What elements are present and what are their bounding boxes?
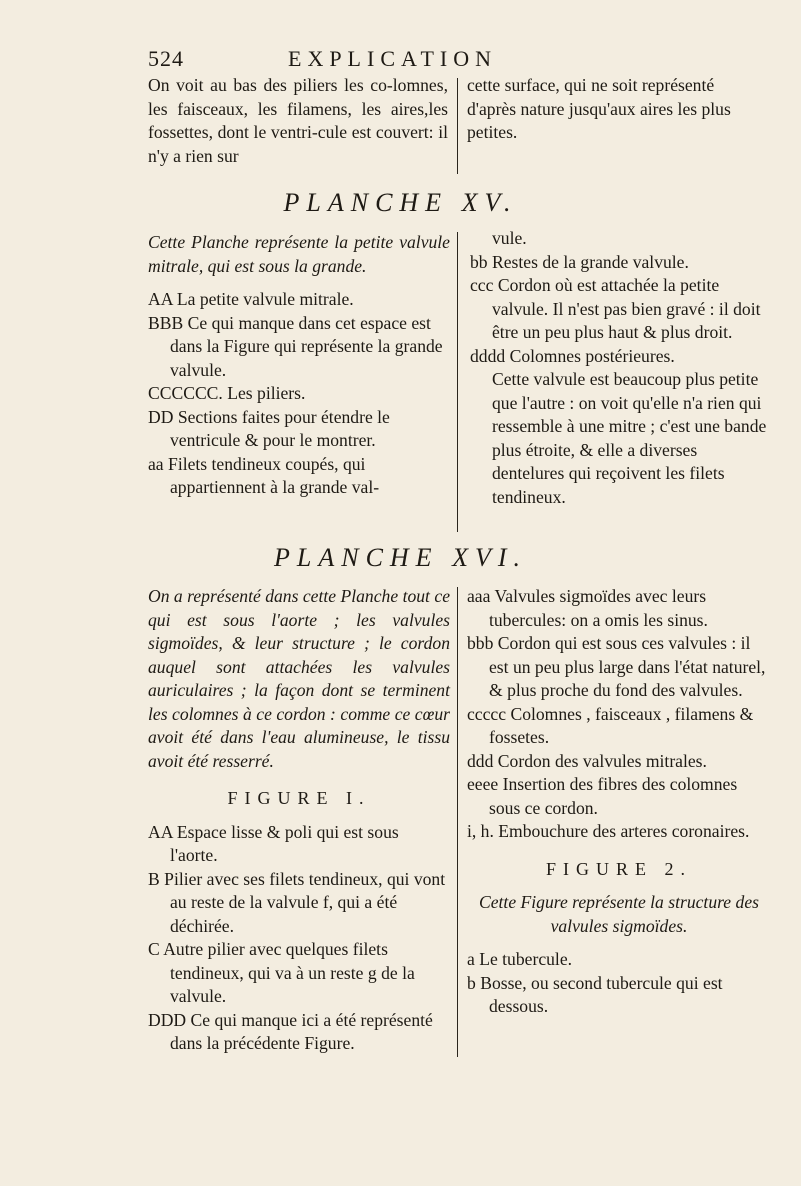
legend-label: DD — [148, 406, 174, 427]
legend-label: bb — [470, 251, 488, 272]
legend-text: Espace lisse & poli qui est sous l'aorte. — [170, 821, 399, 865]
legend-entry — [148, 1009, 450, 1056]
legend-entry — [470, 345, 770, 369]
legend-text: Cordon où est attachée la petite valvule. Il n'est pas bien gravé : il doit être un peu plus haut & plus droit. — [492, 275, 761, 342]
legend-entry — [467, 820, 771, 844]
figure-2-items — [467, 948, 771, 1019]
legend-label: B — [148, 868, 160, 889]
legend-label: AA — [148, 821, 173, 842]
legend-label: eeee — [467, 774, 499, 794]
intro-left — [148, 74, 448, 168]
legend-text: Colomnes , faisceaux , filamens & fossetes. — [489, 703, 754, 747]
legend-entry — [467, 703, 771, 750]
figure-2-heading: FIGURE 2. — [545, 858, 692, 879]
intro-right-text: cette surface, qui ne soit représenté d'après nature jusqu'aux aires les plus petites. — [467, 75, 731, 142]
legend-entry — [148, 382, 450, 406]
legend-text: Pilier avec ses filets tendineux, qui vont au reste de la valvule f, qui a été déchirée. — [164, 868, 446, 936]
page-number: 524 — [148, 46, 184, 71]
legend-text: vule. — [492, 228, 527, 248]
legend-label: AA — [148, 289, 173, 309]
plate-16-left-column — [148, 585, 450, 1056]
legend-label: DDD — [148, 1009, 187, 1030]
plate-16-left-items — [148, 821, 450, 1056]
legend-text: Insertion des fibres des colomnes sous ce cordon. — [489, 774, 738, 818]
intro-right — [467, 74, 767, 145]
legend-text: Embouchure des arteres coronaires. — [498, 821, 750, 841]
legend-entry — [467, 948, 771, 972]
plate-16-right-column — [467, 585, 771, 1019]
legend-label: aa — [148, 453, 164, 474]
legend-text: Le tubercule. — [479, 949, 573, 969]
legend-entry — [148, 821, 450, 868]
plate-15-right-column — [470, 227, 770, 509]
legend-label: b — [467, 972, 476, 993]
legend-text: Cordon qui est sous ces valvules : il est un peu plus large dans l'état naturel, & plus proche du fond des valvules. — [489, 633, 766, 700]
legend-entry — [148, 312, 450, 383]
legend-text: Colomnes postérieures. — [509, 345, 675, 366]
column-divider — [457, 78, 458, 174]
legend-label: a — [467, 949, 475, 969]
plate-15-left-items — [148, 288, 450, 500]
plate-15-intro: Cette Planche représente la petite valvule mitrale, qui est sous la grande. — [148, 232, 450, 276]
legend-text: Cette valvule est beaucoup plus petite que l'autre : on voit qu'elle n'a rien qui ressemble à une mitre ; c'est une bande plus étroite, & elle a diverses dentelures qui reçoivent les filets tendineux. — [492, 369, 767, 507]
legend-label: CCCCCC. — [148, 383, 223, 403]
figure-1-heading: FIGURE I. — [227, 788, 371, 808]
legend-label: bbb — [467, 633, 494, 653]
plate-15-left-column — [148, 231, 450, 500]
plate-15-right-items — [470, 227, 770, 509]
legend-text: La petite valvule mitrale. — [176, 289, 354, 309]
legend-entry — [470, 274, 770, 345]
legend-entry — [470, 227, 770, 251]
legend-entry — [148, 868, 450, 939]
legend-text: Sections faites pour étendre le ventricule & pour le montrer. — [170, 406, 390, 450]
legend-entry — [467, 750, 771, 774]
legend-entry — [148, 453, 450, 500]
legend-text: Bosse, ou second tubercule qui est dessous. — [480, 972, 723, 1016]
legend-text: Restes de la grande valvule. — [492, 251, 689, 272]
legend-label: i, h. — [467, 821, 494, 841]
intro-left-text: On voit au bas des piliers les co-lomnes, les faisceaux, les filamens, les aires,les fossettes, dont le ventri-cule est couvert: il n'y a rien sur — [148, 75, 448, 166]
legend-text: Les piliers. — [227, 383, 306, 403]
legend-label: BBB — [148, 312, 184, 333]
legend-entry — [148, 288, 450, 312]
legend-entry — [467, 585, 771, 632]
plate-16-intro: On a représenté dans cette Planche tout ce qui est sous l'aorte ; les valvules sigmoïdes, & leur structure ; le cordon auquel sont attachées les valvules auriculaires ; la façon dont se terminent les colomnes à ce cordon : comme ce cœur avoit été dans l'eau alumineuse, le tissu avoit été resserré. — [148, 586, 450, 771]
running-head — [148, 46, 708, 72]
legend-label: dddd — [470, 345, 506, 366]
legend-text: Ce qui manque ici a été représenté dans la précédente Figure. — [170, 1009, 433, 1053]
legend-entry — [148, 938, 450, 1009]
legend-entry — [470, 251, 770, 275]
legend-label: ccccc — [467, 703, 507, 724]
legend-label: ddd — [467, 750, 494, 771]
legend-text: Autre pilier avec quelques filets tendineux, qui va à un reste g de la valvule. — [163, 939, 415, 1006]
column-divider — [457, 587, 458, 1057]
plate-15-heading: PLANCHE XV. — [283, 188, 518, 217]
column-divider — [457, 232, 458, 532]
legend-entry — [467, 632, 771, 703]
plate-16-heading: PLANCHE XVI. — [274, 543, 527, 572]
legend-label: ccc — [470, 275, 494, 295]
figure-2-intro: Cette Figure représente la structure des valvules sigmoïdes. — [479, 892, 759, 936]
legend-label: C — [148, 939, 160, 959]
legend-text: Valvules sigmoïdes avec leurs tubercules: on a omis les sinus. — [489, 586, 708, 630]
legend-entry — [467, 972, 771, 1019]
legend-text: Ce qui manque dans cet espace est dans la Figure qui représente la grande valvule. — [170, 312, 443, 380]
legend-label: aaa — [467, 586, 491, 606]
legend-entry — [470, 368, 770, 509]
plate-16-right-items — [467, 585, 771, 844]
legend-text: Cordon des valvules mitrales. — [497, 750, 707, 771]
legend-entry — [467, 773, 771, 820]
running-title: EXPLICATION — [288, 46, 497, 71]
legend-text: Filets tendineux coupés, qui appartiennent à la grande val- — [168, 453, 380, 497]
legend-entry — [148, 406, 450, 453]
